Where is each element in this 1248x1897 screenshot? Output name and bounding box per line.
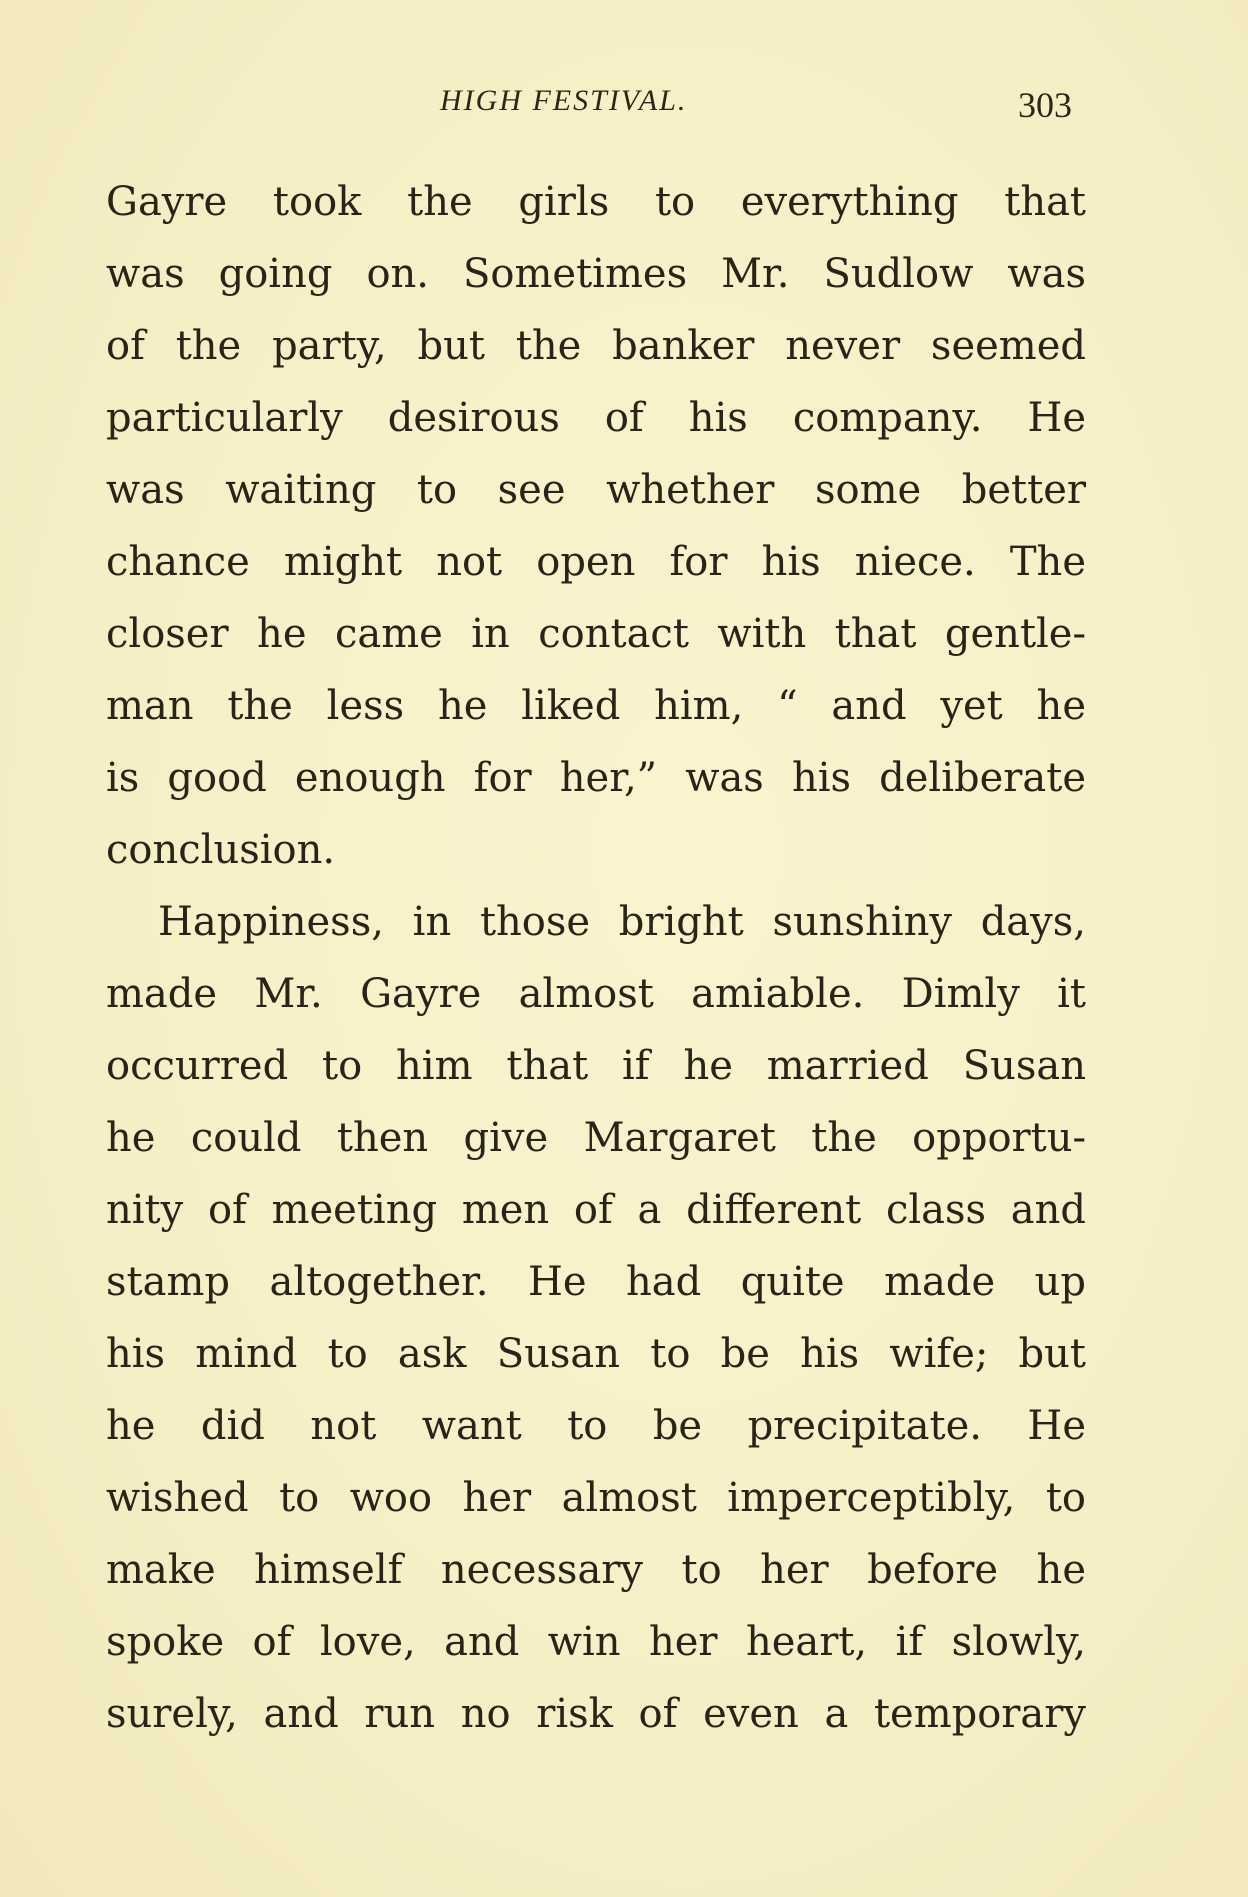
text-line: man the less he liked him, “ and yet he bbox=[106, 683, 1086, 729]
page-number: 303 bbox=[1018, 85, 1072, 125]
text-line: Happiness, in those bright sunshiny days, bbox=[158, 899, 1086, 945]
running-title: HIGH FESTIVAL. bbox=[440, 84, 688, 117]
body-text bbox=[106, 166, 1086, 1750]
text-line: closer he came in contact with that gentle- bbox=[106, 611, 1086, 657]
text-line: spoke of love, and win her heart, if slowly, bbox=[106, 1619, 1086, 1665]
text-line: of the party, but the banker never seemed bbox=[106, 323, 1086, 369]
text-line: is good enough for her,” was his deliberate bbox=[106, 755, 1086, 801]
text-line: surely, and run no risk of even a temporary bbox=[106, 1691, 1086, 1737]
text-line: nity of meeting men of a different class and bbox=[106, 1187, 1086, 1233]
text-line: made Mr. Gayre almost amiable. Dimly it bbox=[106, 971, 1086, 1017]
text-line: stamp altogether. He had quite made up bbox=[106, 1259, 1086, 1305]
text-line: Gayre took the girls to everything that bbox=[106, 179, 1086, 225]
text-line: conclusion. bbox=[106, 827, 336, 873]
text-line: was waiting to see whether some better bbox=[106, 467, 1086, 513]
text-line: he could then give Margaret the opportu- bbox=[106, 1115, 1086, 1161]
text-line: he did not want to be precipitate. He bbox=[106, 1403, 1086, 1449]
text-line: occurred to him that if he married Susan bbox=[106, 1043, 1086, 1089]
text-line: his mind to ask Susan to be his wife; but bbox=[106, 1331, 1086, 1377]
text-line: particularly desirous of his company. He bbox=[106, 395, 1086, 441]
text-line: make himself necessary to her before he bbox=[106, 1547, 1086, 1593]
text-line: chance might not open for his niece. The bbox=[106, 539, 1086, 585]
text-line: was going on. Sometimes Mr. Sudlow was bbox=[106, 251, 1086, 297]
text-line: wished to woo her almost imperceptibly, to bbox=[106, 1475, 1086, 1521]
